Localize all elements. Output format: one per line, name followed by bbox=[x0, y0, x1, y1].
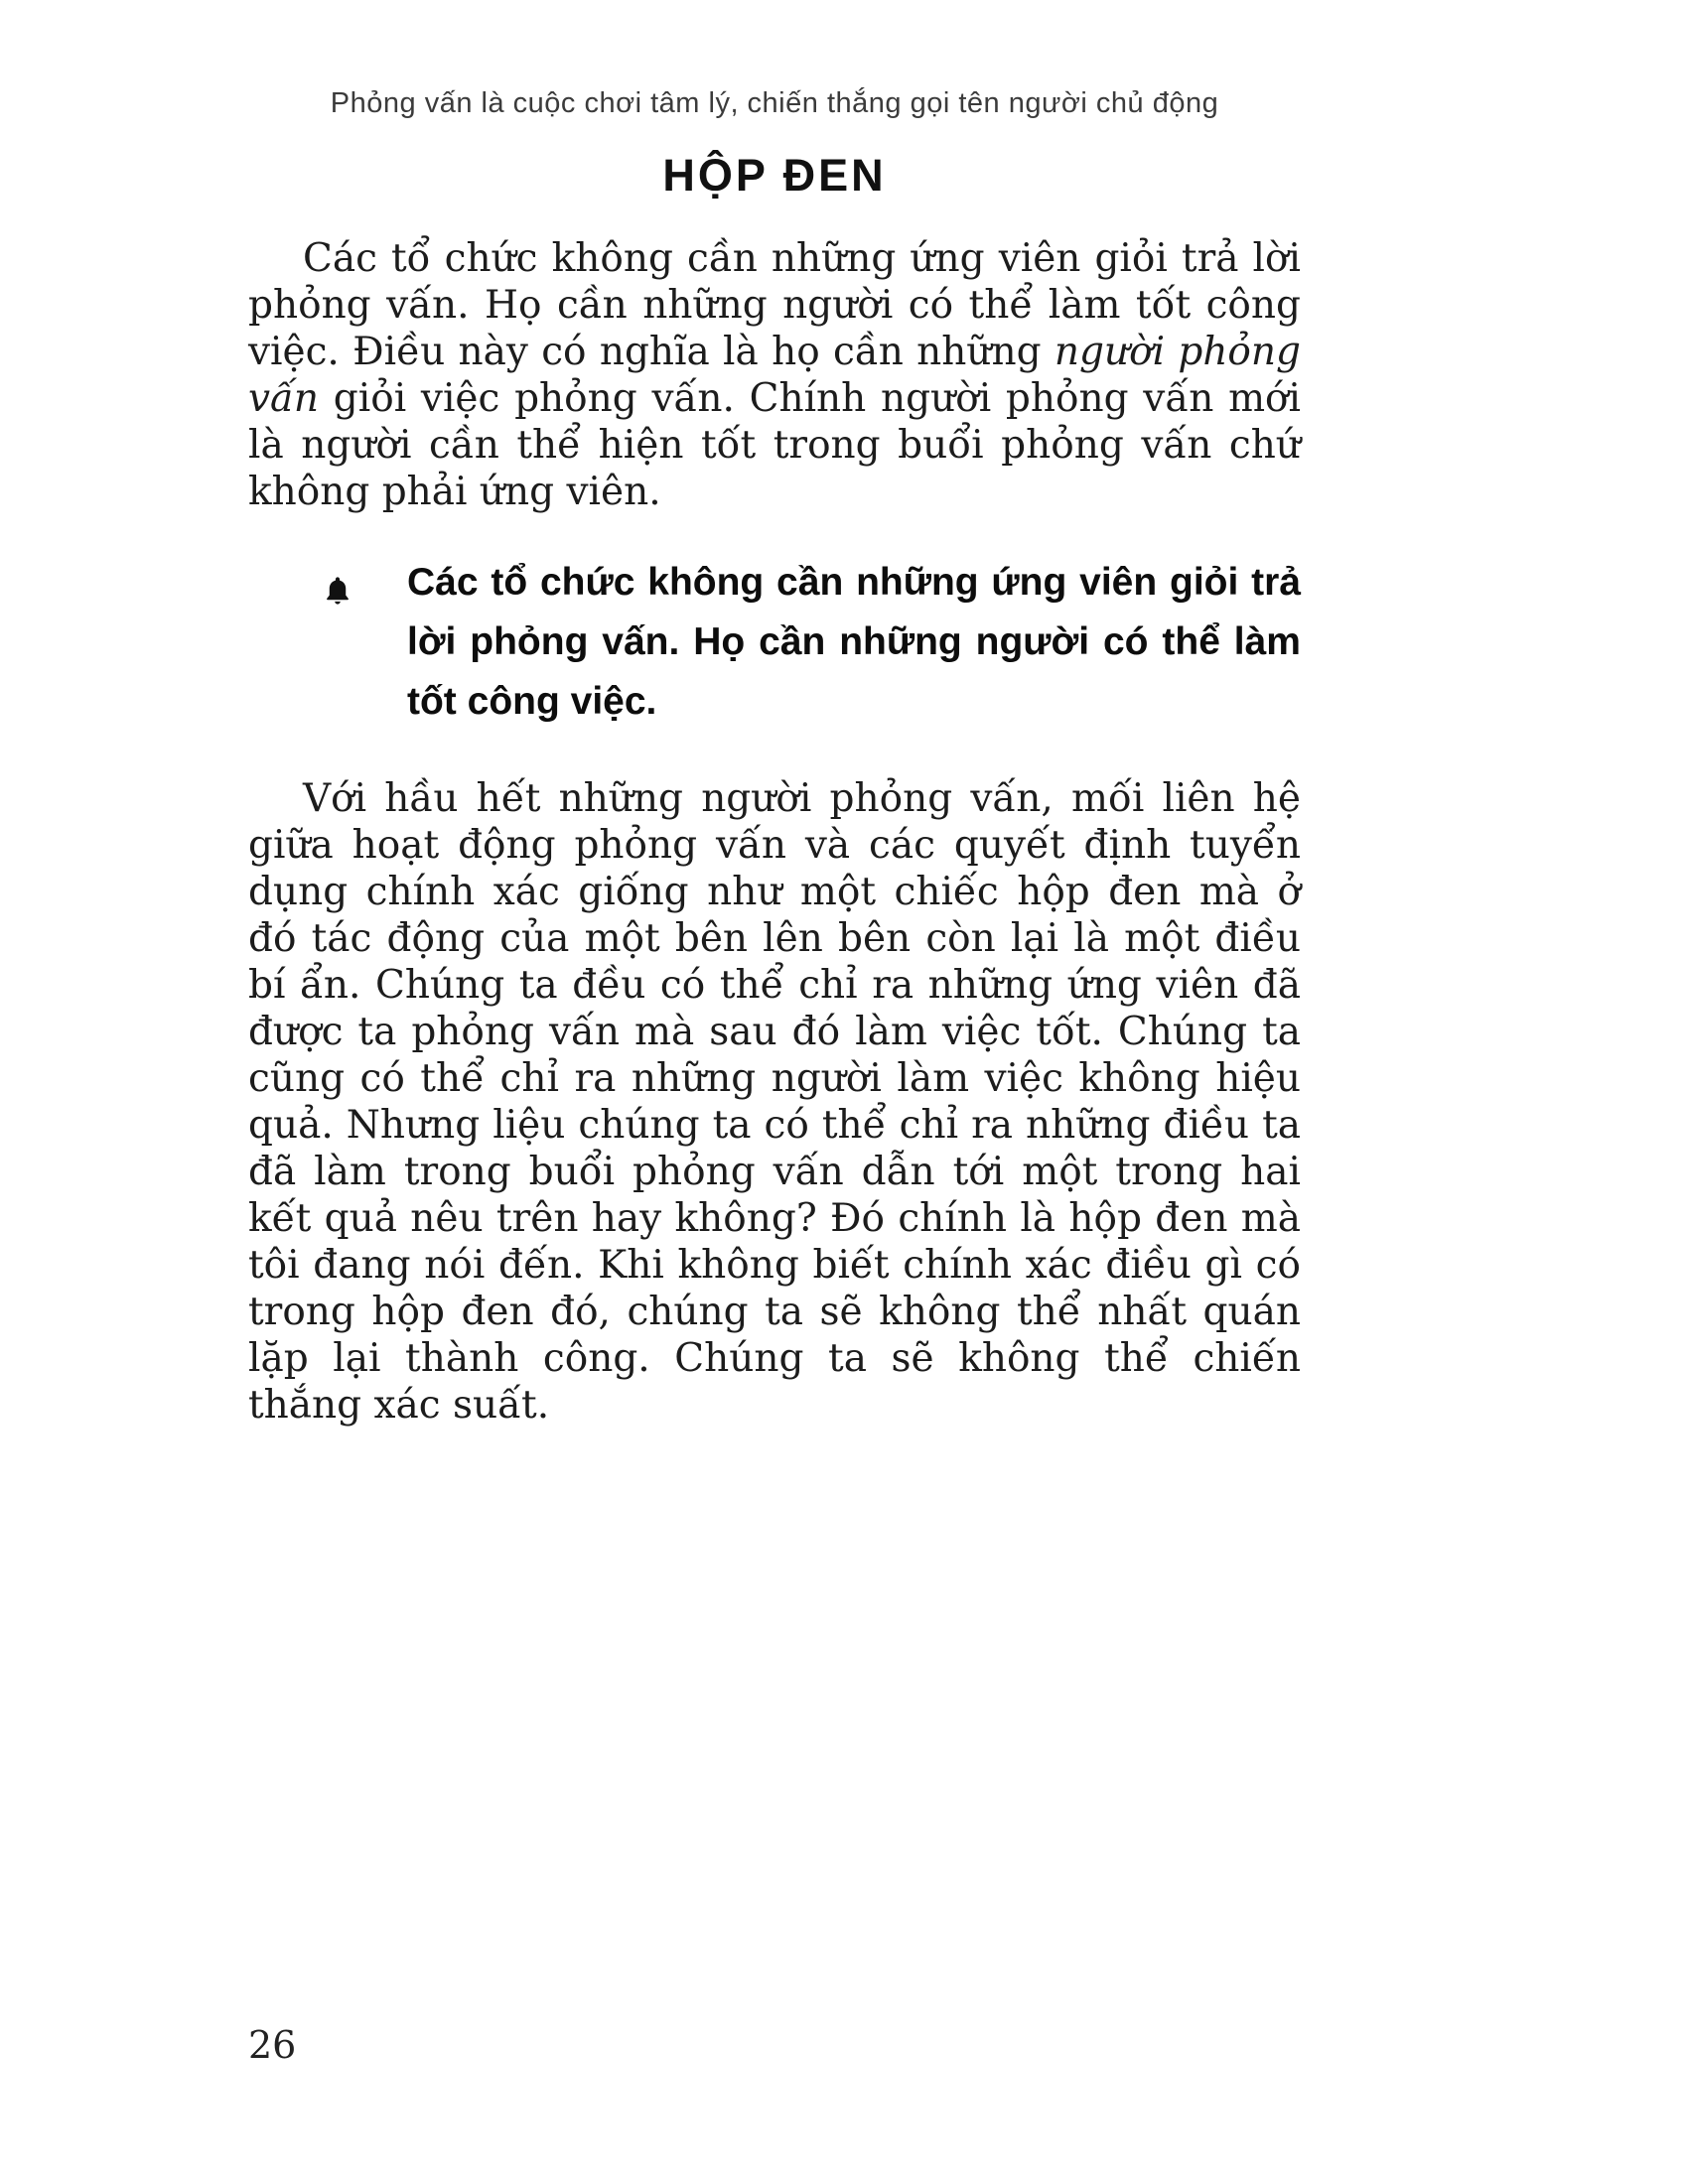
chapter-title: HỘP ĐEN bbox=[662, 150, 887, 201]
running-head: Phỏng vấn là cuộc chơi tâm lý, chiến thắng gọi tên người chủ động bbox=[330, 87, 1219, 119]
paragraph-1-italic-phrase: người phỏng vấn bbox=[248, 330, 1301, 421]
paragraph-2: Với hầu hết những người phỏng vấn, mối liên hệ giữa hoạt động phỏng vấn và các quyết định tuyển dụng chính xác giống như một chiếc hộp đen mà ở đó tác động của một bên lên bên còn lại là một điều bí ẩn. Chúng ta đều có thể chỉ ra những ứng viên đã được ta phỏng vấn mà sau đó làm việc tốt. Chúng ta cũng có thể chỉ ra những người làm việc không hiệu quả. Nhưng liệu chúng ta có thể chỉ ra những điều ta đã làm trong buổi phỏng vấn dẫn tới một trong hai kết quả nêu trên hay không? Đó chính là hộp đen mà tôi đang nói đến. Khi không biết chính xác điều gì có trong hộp đen đó, chúng ta sẽ không thể nhất quán lặp lại thành công. Chúng ta sẽ không thể chiến thắng xác suất. bbox=[248, 776, 1301, 1428]
paragraph-1-text-end: giỏi việc phỏng vấn. Chính người phỏng vấn mới là người cần thể hiện tốt trong buổi phỏng vấn chứ không phải ứng viên. bbox=[248, 376, 1301, 514]
paragraph-1 bbox=[248, 235, 1301, 515]
text-column bbox=[248, 0, 1301, 1429]
callout-text: Các tổ chức không cần những ứng viên giỏi trả lời phỏng vấn. Họ cần những người có thể làm tốt công việc. bbox=[407, 561, 1301, 723]
paragraph-1-text-start: Các tổ chức không cần những ứng viên giỏi trả lời phỏng vấn. Họ cần những người có thể làm tốt công việc. Điều này có nghĩa là họ cần những bbox=[248, 236, 1301, 374]
page-number: 26 bbox=[248, 2023, 297, 2067]
bell-icon bbox=[324, 566, 352, 598]
callout-quote bbox=[407, 553, 1301, 732]
